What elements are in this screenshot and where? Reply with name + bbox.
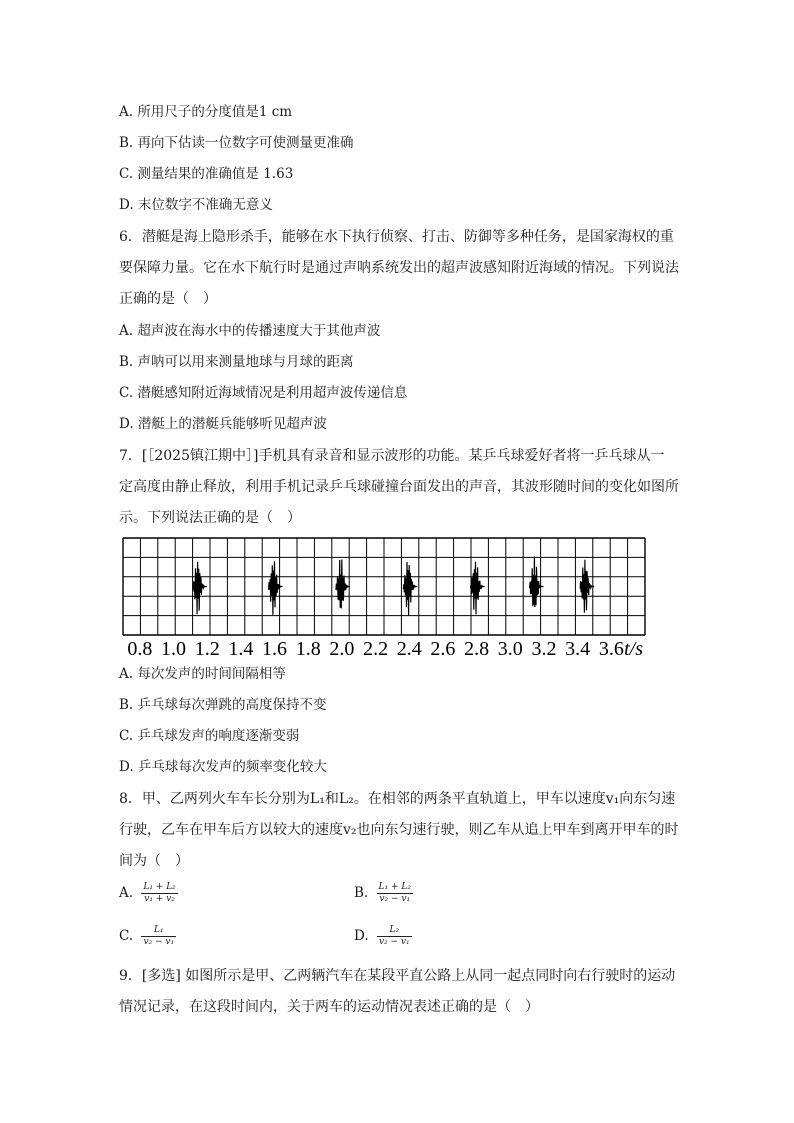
x-tick-label: 2.4 [396, 638, 422, 658]
q8-option-b-denominator: v₂ − v₁ [379, 894, 411, 904]
q6-option-a: A. 超声波在海水中的传播速度大于其他声波 [119, 323, 381, 339]
q7-stem-line-3: 示。下列说法正确的是（ ） [119, 510, 301, 526]
q7-option-b: B. 乒乓球每次弹跳的高度保持不变 [119, 697, 327, 713]
q9-stem-line-2: 情况记录，在这段时间内，关于两车的运动情况表述正确的是（ ） [119, 999, 539, 1015]
x-tick-label: 2.6 [430, 638, 456, 658]
q7-option-a: A. 每次发声的时间间隔相等 [119, 666, 286, 682]
q8-option-c-fraction [141, 925, 176, 948]
q7-option-c: C. 乒乓球发声的响度逐渐变弱 [119, 728, 300, 744]
q8-option-d-fraction [377, 925, 412, 948]
q8-option-b-numerator: L₁ + L₂ [378, 882, 411, 892]
q8-option-a [119, 882, 178, 905]
sound-burst [471, 562, 485, 615]
x-tick-label: 3.6 [598, 638, 624, 658]
q8-option-c-denominator: v₂ − v₁ [143, 937, 175, 947]
sound-burst [269, 561, 283, 615]
q6-stem-line-1: 6．潜艇是海上隐形杀手，能够在水下执行侦察、打击、防御等多种任务，是国家海权的重 [119, 229, 674, 245]
x-tick-label: 2.8 [464, 638, 490, 658]
q7-stem-line-2: 定高度由静止释放，利用手机记录乒乓球碰撞台面发出的声音，其波形随时间的变化如图所 [119, 479, 679, 495]
q5-option-c: C. 测量结果的准确值是 1.63 [119, 166, 294, 182]
sound-burst [336, 560, 350, 609]
q8-option-d-denominator: v₂ − v₁ [378, 937, 410, 947]
x-tick-label: 1.2 [194, 638, 220, 658]
q6-option-c: C. 潜艇感知附近海域情况是利用超声波传递信息 [119, 385, 408, 401]
q8-option-c-label: C. [119, 928, 134, 944]
x-tick-label: 2.0 [329, 638, 355, 658]
waveform-tick-labels [127, 638, 643, 658]
x-axis-unit-label: t/s [624, 638, 643, 658]
sound-burst [530, 557, 544, 607]
q8-option-d-numerator: L₂ [377, 925, 412, 937]
q8-option-a-numerator: L₁ + L₂ [143, 882, 176, 892]
sound-burst [580, 560, 594, 613]
x-tick-label: 0.8 [127, 638, 153, 658]
q8-option-b-label: B. [354, 885, 369, 901]
q8-stem-line-3: 间为（ ） [119, 853, 189, 869]
q5-option-a: A. 所用尺子的分度值是1 cm [119, 104, 293, 120]
x-tick-label: 1.8 [295, 638, 321, 658]
q8-option-b-fraction [377, 882, 413, 905]
q8-option-d-label: D. [354, 928, 369, 944]
x-tick-label: 1.0 [161, 638, 187, 658]
q6-stem-line-2: 要保障力量。它在水下航行时是通过声呐系统发出的超声波感知附近海域的情况。下列说法 [119, 260, 679, 276]
q8-option-c [119, 925, 176, 948]
q7-stem-line-1: 7．[［2025镇江期中］]手机具有录音和显示波形的功能。某乒乓球爱好者将一乒乓球从一 [119, 448, 665, 464]
x-tick-label: 3.0 [497, 638, 523, 658]
q5-option-b: B. 再向下估读一位数字可使测量更准确 [119, 135, 354, 151]
q8-option-a-fraction [141, 882, 177, 905]
x-tick-label: 1.6 [262, 638, 288, 658]
x-tick-label: 1.4 [228, 638, 254, 658]
q9-stem-line-1: 9．[多选] 如图所示是甲、乙两辆汽车在某段平直公路上从同一起点同时向右行驶时的运动 [119, 968, 676, 984]
sound-burst [403, 562, 417, 615]
x-tick-label: 3.4 [565, 638, 591, 658]
waveform-chart [121, 536, 661, 658]
q8-option-d [354, 925, 412, 948]
q5-option-d: D. 末位数字不准确无意义 [119, 197, 273, 213]
waveform-bursts [193, 557, 594, 616]
q8-option-c-numerator: L₁ [141, 925, 176, 937]
q8-option-a-label: A. [119, 885, 134, 901]
x-tick-label: 2.2 [363, 638, 389, 658]
q8-option-b [354, 882, 413, 905]
q6-option-b: B. 声呐可以用来测量地球与月球的距离 [119, 354, 354, 370]
x-tick-label: 3.2 [531, 638, 557, 658]
sound-burst [193, 562, 207, 614]
q6-option-d: D. 潜艇上的潜艇兵能够听见超声波 [119, 416, 327, 432]
q8-stem-line-2: 行驶，乙车在甲车后方以较大的速度v₂也向东匀速行驶，则乙车从追上甲车到离开甲车的时 [119, 822, 679, 838]
q6-stem-line-3: 正确的是（ ） [119, 291, 217, 307]
q8-option-a-denominator: v₁ + v₂ [144, 894, 175, 904]
q7-option-d: D. 乒乓球每次发声的频率变化较大 [119, 759, 327, 775]
q8-stem-line-1: 8．甲、乙两列火车车长分别为L₁和L₂。在相邻的两条平直轨道上，甲车以速度v₁向东匀速 [119, 791, 676, 807]
